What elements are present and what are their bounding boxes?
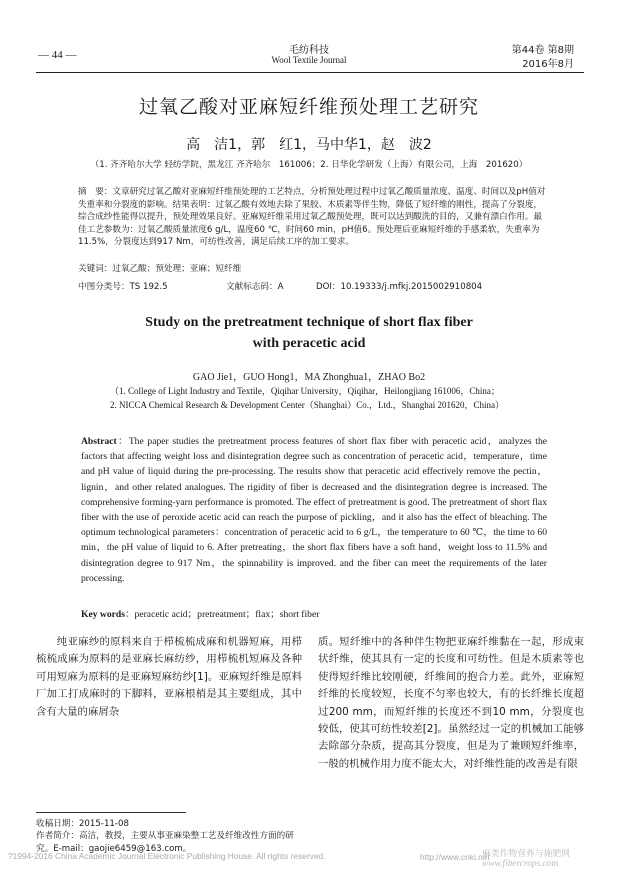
paper-title-en-line2: with peracetic acid [252, 336, 366, 351]
paper-title-en [0, 312, 618, 354]
paper-title-en-line1: Study on the pretreatment technique of short flax fiber [145, 315, 473, 330]
body-column-right: 质。短纤维中的各种伴生物把亚麻纤维黏在一起，形成束状纤维，使其具有一定的长度和可纺性。但是木质素等也使得短纤维比较刚硬，纤维间的抱合力差。此外，亚麻短纤维的长度较短，长度不匀率也较大，有的长纤维长度超过200 mm，而短纤维的长度还不到10 mm，分裂度也较低，使其可纺性较差[2]。虽然经过一定的机械加工能够去除部分杂质，提高其分裂度，但是为了兼顾短纤维率，一般的机械作用力度不能太大，对纤维性能的改善是有限 [318, 636, 584, 770]
authors-en: GAO Jie1，GUO Hong1，MA Zhonghua1，ZHAO Bo2 [192, 372, 426, 383]
footnote-divider [36, 812, 186, 813]
abstract-en-text: ：The paper studies the pretreatment process features of short flax fiber with peracetic acid，analyzes the factors that affecting weight loss and disintegration degree such as concentration of peracetic acid，temperature，time and pH value of liquid during the pre-processing. The results show that peracetic acid effectively remove the pectin，lignin，and other related analogues. The rigidity of fiber is decreased and the disintegration degree is increased. The comprehensive forming-yarn performance is promoted. The effect of pretreatment is good. The pretreatment of short flax fiber with the use of peroxide acetic acid can reach the purpose of pickling，and it also has the effect of bleaching. The optimum technological parameters：concentration of peracetic acid to 6 g/L，the temperature to 60 ℃，the time to 60 min，the pH value of liquid to 6. After pretreating，the short flax fibers have a soft hand，weight loss to 11.5% and disintegration degree to 917 Nm，the spinnability is improved. and the fiber can meet the requirements of the later processing. [81, 436, 547, 584]
abstract-cn: 摘 要：文章研究过氧乙酸对亚麻短纤维预处理的工艺特点，分析预处理过程中过氧乙酸质量浓度、温度、时间以及pH值对失重率和分裂度的影响。结果表明：过氧乙酸有效地去除了果胶、木质素等伴生物，降低了短纤维的刚性，提高了分裂度，综合成纱性能得以提升，预处理效果良好。亚麻短纤维采用过氧乙酸预处理，既可以达到酸洗的目的，又兼有漂白作用。最佳工艺参数为：过氧乙酸质量浓度6 g/L，温度60 ℃，时间60 min，pH值6。预处理后亚麻短纤维的手感柔软，失重率为11.5%，分裂度达到917 Nm，可纺性改善，满足后续工序的加工要求。 [78, 187, 546, 248]
affiliation-en-2: 2. NICCA Chemical Research & Development Center（Shanghai）Co.，Ltd.，Shanghai 201620，China） [110, 400, 504, 410]
affiliation-cn: （1. 齐齐哈尔大学 轻纺学院，黑龙江 齐齐哈尔 161006；2. 日华化学研发（上海）有限公司，上海 201620） [90, 160, 528, 170]
paper-title-cn: 过氧乙酸对亚麻短纤维预处理工艺研究 [138, 96, 479, 118]
journal-date: 2016年8月 [522, 59, 574, 70]
authors-cn: 高 洁1，郭 红1，马中华1，赵 波2 [186, 137, 432, 153]
keywords-en [81, 606, 319, 620]
clc-number: 中图分类号：TS 192.5 [78, 282, 168, 292]
document-code: 文献标志码：A [226, 282, 284, 292]
affiliation-en [110, 384, 550, 412]
footnotes [36, 818, 302, 855]
body-column-left: 纯亚麻纱的原料来自于栉梳梳成麻和机器短麻，用栉梳梳成麻为原料的是亚麻长麻纺纱，用栉梳机短麻及各种可用短麻为原料的是亚麻短麻纺纱[1]。亚麻短纤维是原料厂加工打成麻时的下脚料，亚麻根梢是其主要组成，其中含有大量的麻屑杂 [36, 636, 302, 718]
journal-title-en: Wool Textile Journal [271, 55, 347, 65]
footer-cnki-url: http://www.cnki.net [420, 852, 490, 862]
abstract-en-label: Abstract [81, 436, 117, 447]
keywords-cn: 关键词：过氧乙酸；预处理；亚麻；短纤维 [78, 264, 242, 274]
header-divider [36, 72, 584, 73]
keywords-en-text: ：peracetic acid；pretreatment；flax；short fiber [124, 609, 320, 620]
journal-volume: 第44卷 第8期 [511, 45, 574, 56]
journal-title-cn: 毛纺科技 [289, 45, 329, 56]
watermark-site-name: 麻类作物营养与施肥网 [482, 849, 570, 859]
footnote-author-bio: 作者简介：高洁，教授，主要从事亚麻染整工艺及纤维改性方面的研究。E-mail：gaojie6459@163.com。 [36, 831, 294, 854]
doi: DOI：10.19333/j.mfkj.2015002910804 [316, 282, 483, 292]
footnote-received-date: 收稿日期：2015-11-08 [36, 819, 129, 829]
watermark-site-url: www.fibercrops.com [482, 859, 559, 869]
footer-copyright: ?1994-2016 China Academic Journal Electronic Publishing House. All rights reserved. [8, 851, 326, 861]
affiliation-en-1: （1. College of Light Industry and Textile，Qiqihar University，Qiqihar，Heilongjiang 161006，China； [110, 386, 500, 396]
keywords-en-label: Key words [81, 609, 125, 620]
page-number: — 44 — [38, 49, 77, 61]
abstract-en [81, 434, 547, 586]
